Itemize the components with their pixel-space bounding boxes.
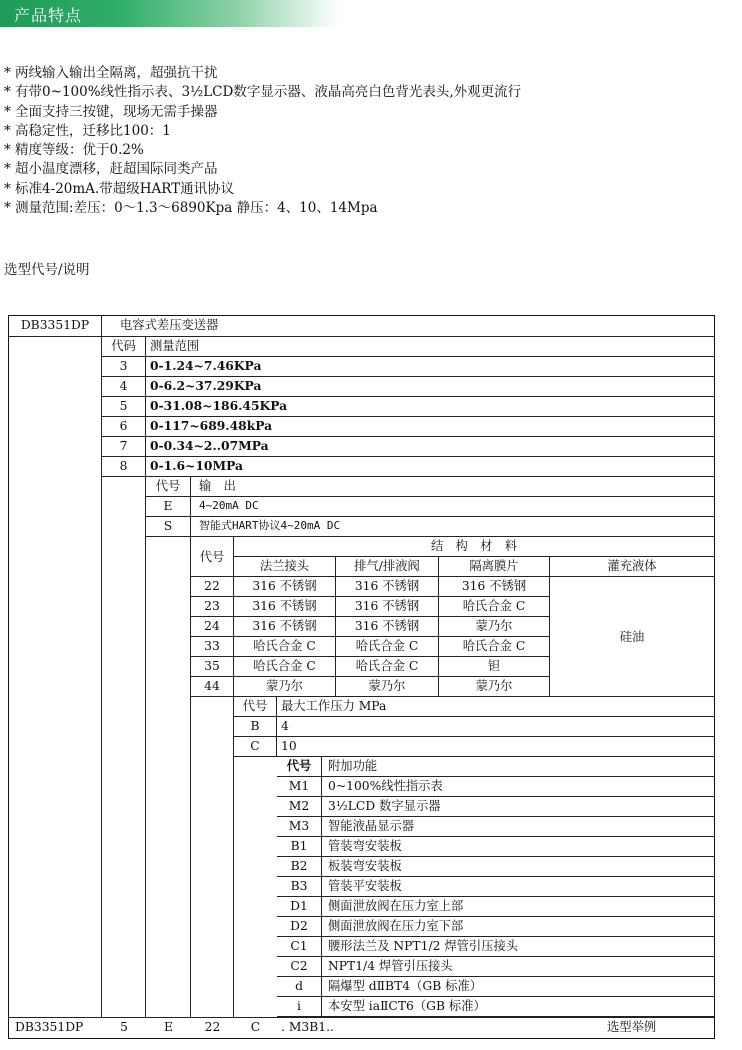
- material-diaphragm: 哈氏合金 C: [439, 597, 550, 617]
- material-vent: 哈氏合金 C: [336, 637, 439, 657]
- material-vent: 316 不锈钢: [336, 617, 439, 637]
- feature-item: * 精度等级：优于0.2%: [4, 142, 144, 159]
- column-divider: [233, 697, 234, 1018]
- feature-item: * 超小温度漂移，赶超国际同类产品: [4, 161, 218, 178]
- model-description: 电容式差压变送器: [102, 316, 714, 337]
- example-extras: . M3B1..: [281, 1020, 334, 1034]
- feature-list: [4, 64, 521, 218]
- extras-code: D2: [277, 917, 322, 937]
- output-desc: 4~20mA DC: [191, 497, 714, 517]
- material-code-header: 代号: [191, 537, 234, 577]
- material-code: 23: [191, 597, 234, 617]
- material-diaphragm: 蒙乃尔: [439, 677, 550, 697]
- feature-item: * 测量范围:差压：0～1.3～6890Kpa 静压：4、10、14Mpa: [4, 200, 378, 217]
- material-col-flange: 法兰接头: [234, 557, 336, 577]
- example-range: 5: [120, 1020, 128, 1034]
- material-code: 35: [191, 657, 234, 677]
- column-divider: [101, 337, 102, 1018]
- extras-desc: 0~100%线性指示表: [322, 777, 714, 797]
- feature-item: * 有带0~100%线性指示表、3½LCD数字显示器、液晶高亮白色背光表头,外观更流行: [4, 84, 522, 101]
- material-diaphragm: 哈氏合金 C: [439, 637, 550, 657]
- example-model: DB3351DP: [15, 1020, 84, 1034]
- example-output: E: [164, 1020, 173, 1034]
- extras-desc: 3½LCD 数字显示器: [322, 797, 714, 817]
- material-flange: 316 不锈钢: [234, 617, 336, 637]
- extras-code: i: [277, 997, 322, 1017]
- model-selection-table: [8, 315, 715, 1039]
- range-desc-header: 测量范围: [146, 337, 714, 357]
- extras-code: M1: [277, 777, 322, 797]
- extras-desc: 本安型 iaⅡCT6（GB 标准）: [322, 997, 714, 1017]
- extras-desc: 板装弯安装板: [322, 857, 714, 877]
- range-code-header: 代码: [102, 337, 146, 357]
- extras-code: C1: [277, 937, 322, 957]
- feature-item: * 高稳定性，迁移比100：1: [4, 122, 171, 139]
- material-code: 44: [191, 677, 234, 697]
- extras-desc: 腰形法兰及 NPT1/2 焊管引压接头: [322, 937, 714, 957]
- example-label: 选型举例: [607, 1020, 657, 1034]
- range-desc: 0-1.6~10MPa: [146, 457, 714, 477]
- range-desc: 0-0.34~2..07MPa: [146, 437, 714, 457]
- material-diaphragm: 蒙乃尔: [439, 617, 550, 637]
- selection-title: 选型代号/说明: [4, 262, 90, 278]
- range-desc: 0-1.24~7.46KPa: [146, 357, 714, 377]
- pressure-code: B: [234, 717, 277, 737]
- output-code-header: 代号: [146, 477, 191, 497]
- section-header-bar: [0, 0, 340, 27]
- feature-item: * 标准4-20mA.带超级HART通讯协议: [4, 180, 235, 197]
- extras-desc: 隔爆型 dⅡBT4（GB 标准）: [322, 977, 714, 997]
- material-col-fill: 灌充液体: [550, 557, 714, 577]
- extras-desc: 智能液晶显示器: [322, 817, 714, 837]
- model-code: DB3351DP: [9, 316, 102, 337]
- material-vent: 哈氏合金 C: [336, 657, 439, 677]
- extras-code-header: 代号: [277, 757, 322, 777]
- extras-desc-header: 附加功能: [322, 757, 714, 777]
- extras-desc: 侧面泄放阀在压力室上部: [322, 897, 714, 917]
- material-flange: 316 不锈钢: [234, 577, 336, 597]
- material-flange: 蒙乃尔: [234, 677, 336, 697]
- extras-desc: 管装平安装板: [322, 877, 714, 897]
- output-desc: 智能式HART协议4~20mA DC: [191, 517, 714, 537]
- range-code: 4: [102, 377, 146, 397]
- extras-code: C2: [277, 957, 322, 977]
- material-code: 22: [191, 577, 234, 597]
- range-code: 3: [102, 357, 146, 377]
- material-diaphragm: 钽: [439, 657, 550, 677]
- range-code: 5: [102, 397, 146, 417]
- range-desc: 0-31.08~186.45KPa: [146, 397, 714, 417]
- output-desc-header: 输 出: [191, 477, 714, 497]
- material-diaphragm: 316 不锈钢: [439, 577, 550, 597]
- material-vent: 蒙乃尔: [336, 677, 439, 697]
- output-code: E: [146, 497, 191, 517]
- extras-code: d: [277, 977, 322, 997]
- pressure-code-header: 代号: [234, 697, 277, 717]
- example-pressure: C: [250, 1020, 261, 1034]
- material-col-vent: 排气/排液阀: [336, 557, 439, 577]
- extras-code: B1: [277, 837, 322, 857]
- material-vent: 316 不锈钢: [336, 577, 439, 597]
- extras-desc: 侧面泄放阀在压力室下部: [322, 917, 714, 937]
- feature-item: * 两线输入输出全隔离，超强抗干扰: [4, 65, 218, 81]
- range-desc: 0-6.2~37.29KPa: [146, 377, 714, 397]
- material-group-header: 结 构 材 料: [234, 537, 714, 557]
- column-divider: [145, 477, 146, 1018]
- feature-item: * 全面支持三按键，现场无需手操器: [4, 103, 218, 120]
- pressure-desc: 4: [277, 717, 714, 737]
- range-code: 6: [102, 417, 146, 437]
- extras-desc: NPT1/4 焊管引压接头: [322, 957, 714, 977]
- pressure-desc-header: 最大工作压力 MPa: [277, 697, 714, 717]
- extras-code: M3: [277, 817, 322, 837]
- column-divider: [190, 537, 191, 1018]
- range-code: 7: [102, 437, 146, 457]
- section-header-title: 产品特点: [14, 6, 83, 25]
- material-flange: 哈氏合金 C: [234, 657, 336, 677]
- material-col-diaphragm: 隔离膜片: [439, 557, 550, 577]
- material-fill-value: 硅油: [550, 577, 714, 697]
- pressure-desc: 10: [277, 737, 714, 757]
- range-code: 8: [102, 457, 146, 477]
- extras-code: B2: [277, 857, 322, 877]
- material-vent: 316 不锈钢: [336, 597, 439, 617]
- output-code: S: [146, 517, 191, 537]
- extras-code: B3: [277, 877, 322, 897]
- material-code: 33: [191, 637, 234, 657]
- material-flange: 316 不锈钢: [234, 597, 336, 617]
- pressure-code: C: [234, 737, 277, 757]
- range-desc: 0-117~689.48kPa: [146, 417, 714, 437]
- material-flange: 哈氏合金 C: [234, 637, 336, 657]
- example-material: 22: [204, 1020, 221, 1034]
- extras-desc: 管装弯安装板: [322, 837, 714, 857]
- extras-code: M2: [277, 797, 322, 817]
- material-code: 24: [191, 617, 234, 637]
- extras-code: D1: [277, 897, 322, 917]
